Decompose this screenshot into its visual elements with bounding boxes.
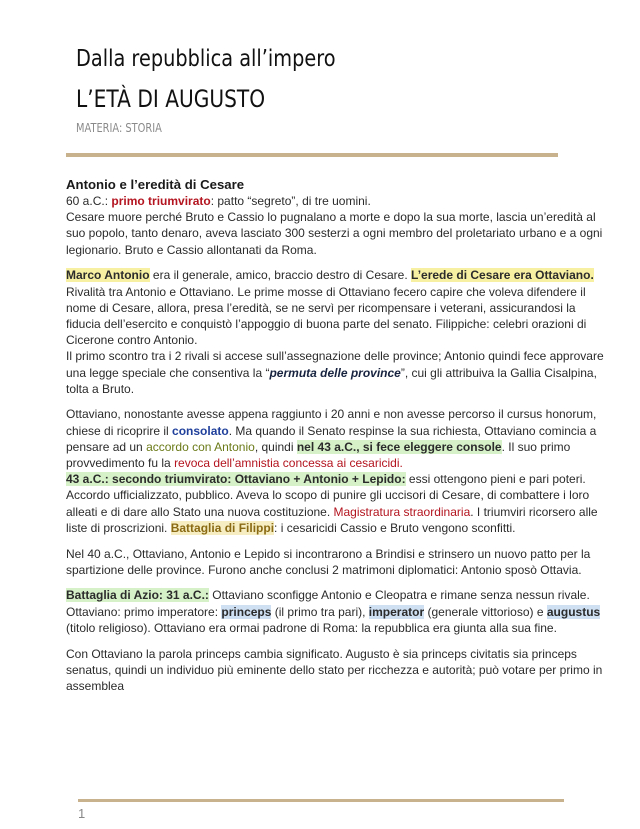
highlight-revoca-amnistia: revoca dell’amnistia concessa ai cesaricidi. — [174, 456, 403, 471]
highlight-accordo-antonio: accordo con Antonio — [146, 439, 255, 454]
paragraph-ottaviano — [66, 406, 606, 536]
text: . I triumviri ricorsero alle liste di proscrizioni. — [66, 504, 598, 535]
header-divider — [66, 153, 558, 157]
text: Rivalità tra Antonio e Ottaviano. Le prime mosse di Ottaviano fecero capire che voleva difendere il nome di Cesare, allora, presa l’eredità, se ne servì per ricompensare i veterani, assicurandosi la fiducia dell’esercito e conquistò l’appoggio di buona parte del senato. Filippiche: celebri orazioni di Cicerone contro Antonio. — [66, 284, 587, 348]
paragraph-triumvirato — [66, 193, 606, 258]
text: . Il suo primo provvedimento fu la — [66, 439, 571, 471]
highlight-consolato: consolato — [172, 423, 229, 438]
highlight-console-43: nel 43 a.C., si fece eleggere console — [296, 439, 502, 454]
text: Ottaviano, nonostante avesse appena raggiunto i 20 anni e non avesse percorso il cursus honorum, chiese di ricoprire il — [66, 407, 597, 438]
document-subtitle: L’ETÀ DI AUGUSTO — [76, 85, 266, 113]
highlight-imperator: imperator — [368, 604, 425, 619]
text: : patto “segreto”, di tre uomini. — [210, 194, 371, 208]
document-body — [66, 176, 606, 694]
emphasis-permuta-province: permuta delle province — [269, 365, 401, 380]
text: . Ma quando il Senato respinse la sua richiesta, Ottaviano comincia a pensare ad un — [66, 423, 597, 454]
highlight-magistratura-straordinaria: Magistratura straordinaria — [333, 504, 471, 519]
paragraph-azio — [66, 587, 606, 636]
document-title: Dalla repubblica all’impero — [76, 46, 336, 72]
paragraph-princeps: Con Ottaviano la parola princeps cambia significato. Augusto è sia princeps civitatis sia princeps senatus, quindi un individuo più eminente dello stato per ricchezza e autorità; può votare per primo in assemblea — [66, 646, 603, 693]
text: 60 a.C.: — [66, 194, 112, 208]
highlight-battaglia-azio: Battaglia di Azio: 31 a.C.: — [66, 588, 209, 603]
text: , quindi — [254, 439, 297, 454]
text: ”, cui gli attribuiva la Gallia Cisalpina, tolta a Bruto. — [66, 365, 597, 396]
text: (titolo religioso). Ottaviano era ormai padrone di Roma: la repubblica era giunta alla sua fine. — [66, 620, 557, 635]
text: : i cesaricidi Cassio e Bruto vengono sconfitti. — [274, 520, 516, 535]
subject-label: MATERIA: STORIA — [76, 121, 162, 135]
highlight-augustus: augustus — [546, 604, 601, 619]
text: Cesare muore perché Bruto e Cassio lo pugnalano a morte e dopo la sua morte, lascia un’eredità al suo popolo, tanto denaro, aveva lasciato 300 sesterzi a ogni membro del proletariato urbano e a ogni legionario. Bruto e Cassio allontanati da Roma. — [66, 210, 603, 257]
text: (il primo tra pari), — [271, 604, 369, 619]
highlight-erede-ottaviano: L’erede di Cesare era Ottaviano. — [411, 268, 594, 283]
highlight-primo-triumvirato: primo triumvirato — [111, 194, 211, 208]
text: (generale vittorioso) e — [424, 604, 547, 619]
footer-divider — [78, 799, 564, 802]
text: Ottaviano sconfigge Antonio e Cleopatra e rimane senza nessun rivale. Ottaviano: primo imperatore: — [66, 588, 590, 619]
section-heading: Antonio e l’eredità di Cesare — [66, 177, 245, 192]
text: Il primo scontro tra i 2 rivali si accese sull’assegnazione delle province; Antonio quindi fece approvare una legge speciale che consentiva la “ — [66, 349, 604, 380]
highlight-secondo-triumvirato: 43 a.C.: secondo triumvirato: Ottaviano + Antonio + Lepido: — [66, 472, 406, 487]
text: era il generale, amico, braccio destro di Cesare. — [149, 268, 412, 283]
highlight-marco-antonio: Marco Antonio — [66, 268, 150, 283]
text: essi ottengono pieni e pari poteri. Accordo ufficializzato, pubblico. Aveva lo scopo di punire gli uccisori di Cesare, di combattere i loro alleati e di dare allo Stato una nuova costituzione. — [66, 472, 590, 519]
highlight-battaglia-filippi: Battaglia di Filippi — [170, 520, 275, 535]
page-number: 1 — [78, 806, 86, 821]
highlight-princeps: princeps — [221, 604, 272, 619]
paragraph-brindisi: Nel 40 a.C., Ottaviano, Antonio e Lepido si incontrarono a Brindisi e strinsero un nuovo patto per la spartizione delle province. Furono anche conclusi 2 matrimoni diplomatici: Antonio sposò Ottavia. — [66, 546, 591, 577]
paragraph-marco-antonio — [66, 267, 606, 397]
